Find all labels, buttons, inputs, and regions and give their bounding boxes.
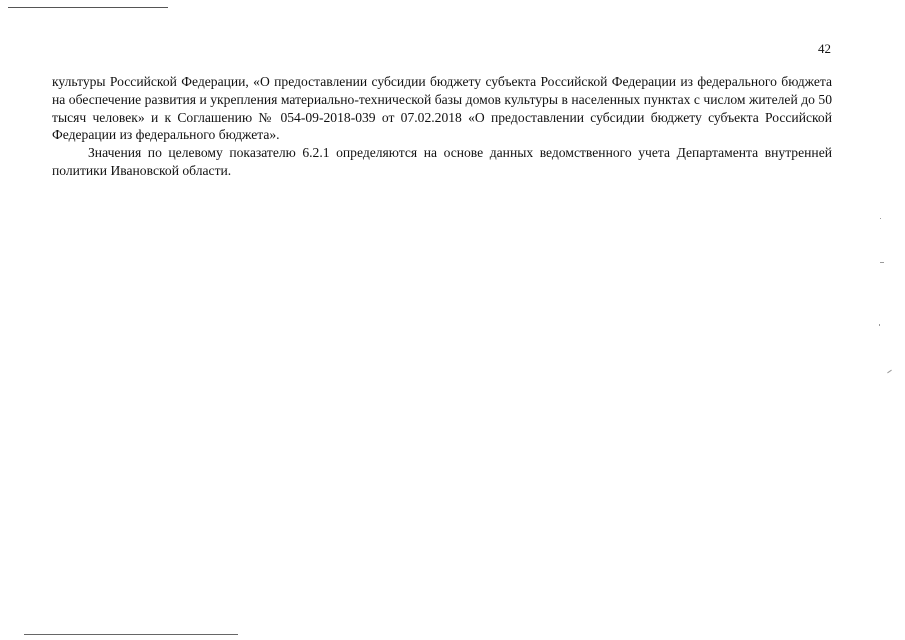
page-number: 42 <box>818 41 831 56</box>
paragraph-indicator-source: Значения по целевому показателю 6.2.1 определяются на основе данных ведомственного учета Департамента внутренней политики Ивановской области. <box>52 145 832 178</box>
paragraph-continuation: культуры Российской Федерации, «О предоставлении субсидии бюджету субъекта Российской Федерации из федерального бюджета на обеспечение развития и укрепления материально-технической базы домов культуры в населенных пунктах с числом жителей до 50 тысяч человек» и к Соглашению № 054-09-2018-039 от 07.02.2018 «О предоставлении субсидии бюджету субъекта Российской Федерации из федерального бюджета». <box>52 74 832 143</box>
scan-speck <box>880 262 884 263</box>
top-scan-rule <box>8 7 168 8</box>
scan-speck <box>879 324 880 326</box>
bottom-scan-rule <box>24 634 238 635</box>
scan-speck <box>880 218 881 219</box>
document-body <box>52 73 832 180</box>
scan-speck <box>887 370 892 374</box>
